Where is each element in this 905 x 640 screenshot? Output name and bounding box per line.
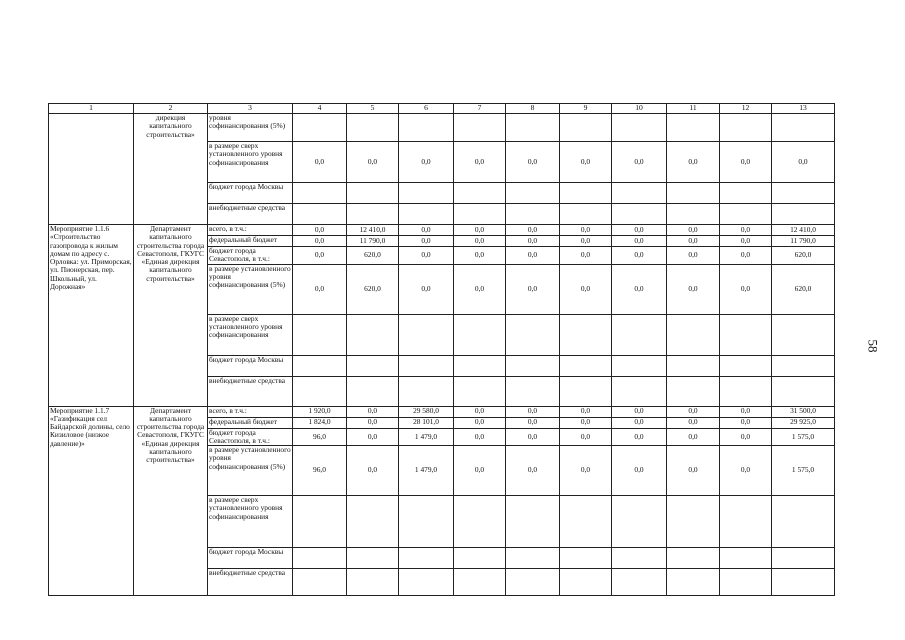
value-cell: 0,0 xyxy=(399,236,454,247)
funding-source-label: всего, в т.ч.: xyxy=(208,406,293,417)
value-cell xyxy=(506,183,560,204)
funding-source-label: бюджет города Севастополя, в т.ч.: xyxy=(208,428,293,446)
value-cell: 29 580,0 xyxy=(399,406,454,417)
value-cell: 0,0 xyxy=(720,142,772,183)
value-cell: 1 575,0 xyxy=(772,428,835,446)
value-cell xyxy=(560,548,612,569)
funding-source-label: в размере установленного уровня софинансирования (5%) xyxy=(208,446,293,496)
value-cell xyxy=(667,114,720,142)
value-cell xyxy=(720,376,772,406)
column-header: 11 xyxy=(667,104,720,114)
value-cell: 0,0 xyxy=(720,417,772,428)
value-cell: 0,0 xyxy=(454,417,506,428)
value-cell xyxy=(506,496,560,548)
value-cell: 0,0 xyxy=(560,142,612,183)
value-cell xyxy=(399,314,454,355)
funding-source-label: федеральный бюджет xyxy=(208,417,293,428)
value-cell: 0,0 xyxy=(506,417,560,428)
value-cell xyxy=(720,183,772,204)
value-cell: 620,0 xyxy=(347,264,399,314)
value-cell: 0,0 xyxy=(347,406,399,417)
value-cell: 0,0 xyxy=(347,417,399,428)
value-cell xyxy=(720,496,772,548)
column-header: 12 xyxy=(720,104,772,114)
value-cell xyxy=(560,183,612,204)
value-cell xyxy=(293,548,347,569)
value-cell xyxy=(347,548,399,569)
value-cell: 0,0 xyxy=(612,247,667,265)
value-cell: 0,0 xyxy=(720,264,772,314)
value-cell: 0,0 xyxy=(560,406,612,417)
page-number: 58 xyxy=(865,339,881,353)
value-cell xyxy=(347,114,399,142)
value-cell xyxy=(612,355,667,376)
value-cell xyxy=(772,114,835,142)
value-cell xyxy=(347,376,399,406)
funding-source-label: в размере сверх установленного уровня софинансирования xyxy=(208,496,293,548)
value-cell: 31 500,0 xyxy=(772,406,835,417)
value-cell xyxy=(667,496,720,548)
value-cell: 0,0 xyxy=(720,236,772,247)
value-cell xyxy=(506,204,560,225)
value-cell xyxy=(506,355,560,376)
value-cell xyxy=(667,183,720,204)
value-cell xyxy=(454,204,506,225)
value-cell xyxy=(612,204,667,225)
value-cell: 0,0 xyxy=(347,428,399,446)
funding-source-label: бюджет города Москвы xyxy=(208,548,293,569)
funding-source-label: федеральный бюджет xyxy=(208,236,293,247)
column-header: 5 xyxy=(347,104,399,114)
value-cell: 0,0 xyxy=(560,428,612,446)
value-cell: 0,0 xyxy=(667,142,720,183)
value-cell xyxy=(454,114,506,142)
value-cell: 1 479,0 xyxy=(399,428,454,446)
value-cell xyxy=(454,569,506,596)
value-cell xyxy=(399,569,454,596)
value-cell xyxy=(399,376,454,406)
value-cell xyxy=(667,548,720,569)
value-cell xyxy=(293,376,347,406)
value-cell xyxy=(347,569,399,596)
value-cell: 0,0 xyxy=(506,428,560,446)
value-cell xyxy=(667,314,720,355)
value-cell xyxy=(347,183,399,204)
value-cell: 0,0 xyxy=(720,225,772,236)
value-cell: 0,0 xyxy=(560,225,612,236)
value-cell: 11 790,0 xyxy=(347,236,399,247)
value-cell xyxy=(347,204,399,225)
value-cell xyxy=(720,569,772,596)
value-cell: 0,0 xyxy=(454,142,506,183)
executor-cell: Департамент капитального строительства города Севастополя, ГКУГС «Единая дирекция капитального строительства» xyxy=(134,406,208,596)
value-cell: 0,0 xyxy=(293,236,347,247)
value-cell xyxy=(772,355,835,376)
value-cell: 12 410,0 xyxy=(772,225,835,236)
table-body xyxy=(49,104,835,596)
value-cell: 1 824,0 xyxy=(293,417,347,428)
value-cell xyxy=(293,114,347,142)
value-cell xyxy=(454,548,506,569)
value-cell xyxy=(667,204,720,225)
budget-table xyxy=(48,103,835,596)
value-cell: 620,0 xyxy=(772,247,835,265)
value-cell: 0,0 xyxy=(454,225,506,236)
funding-source-label: бюджет города Севастополя, в т.ч.: xyxy=(208,247,293,265)
value-cell: 0,0 xyxy=(560,247,612,265)
column-header: 6 xyxy=(399,104,454,114)
column-header: 13 xyxy=(772,104,835,114)
value-cell xyxy=(560,204,612,225)
value-cell xyxy=(560,496,612,548)
value-cell xyxy=(612,114,667,142)
value-cell xyxy=(293,496,347,548)
value-cell: 0,0 xyxy=(506,247,560,265)
value-cell: 0,0 xyxy=(720,247,772,265)
value-cell: 0,0 xyxy=(612,406,667,417)
executor-cell: дирекция капитального строительства» xyxy=(134,114,208,225)
table-row xyxy=(49,225,835,236)
value-cell: 0,0 xyxy=(293,264,347,314)
column-header: 1 xyxy=(49,104,134,114)
column-header: 2 xyxy=(134,104,208,114)
value-cell: 0,0 xyxy=(667,417,720,428)
table-row xyxy=(49,406,835,417)
value-cell xyxy=(772,569,835,596)
value-cell xyxy=(347,314,399,355)
value-cell xyxy=(506,376,560,406)
value-cell: 0,0 xyxy=(612,446,667,496)
value-cell xyxy=(612,314,667,355)
value-cell xyxy=(612,376,667,406)
funding-source-label: бюджет города Москвы xyxy=(208,355,293,376)
funding-source-label: всего, в т.ч.: xyxy=(208,225,293,236)
value-cell: 0,0 xyxy=(612,264,667,314)
value-cell: 0,0 xyxy=(612,225,667,236)
value-cell: 0,0 xyxy=(506,264,560,314)
value-cell xyxy=(293,569,347,596)
value-cell xyxy=(454,314,506,355)
value-cell: 0,0 xyxy=(612,417,667,428)
value-cell xyxy=(772,496,835,548)
value-cell: 0,0 xyxy=(667,247,720,265)
value-cell xyxy=(399,183,454,204)
value-cell: 28 101,0 xyxy=(399,417,454,428)
value-cell: 1 575,0 xyxy=(772,446,835,496)
value-cell xyxy=(667,376,720,406)
column-header: 9 xyxy=(560,104,612,114)
value-cell xyxy=(772,376,835,406)
value-cell: 0,0 xyxy=(772,142,835,183)
value-cell: 0,0 xyxy=(720,428,772,446)
value-cell: 0,0 xyxy=(506,225,560,236)
value-cell xyxy=(293,355,347,376)
value-cell xyxy=(667,355,720,376)
value-cell: 0,0 xyxy=(399,225,454,236)
value-cell xyxy=(612,569,667,596)
value-cell xyxy=(506,548,560,569)
value-cell: 0,0 xyxy=(560,264,612,314)
value-cell: 1 479,0 xyxy=(399,446,454,496)
value-cell xyxy=(772,204,835,225)
column-header: 3 xyxy=(208,104,293,114)
value-cell: 0,0 xyxy=(293,225,347,236)
column-header: 4 xyxy=(293,104,347,114)
value-cell: 0,0 xyxy=(506,406,560,417)
value-cell xyxy=(612,548,667,569)
value-cell xyxy=(720,548,772,569)
measure-cell: Мероприятие 1.1.6 «Строительство газопровода к жилым домам по адресу с. Орловка: ул. Приморская, ул. Пионерская, пер. Школьный, ул. Дорожная» xyxy=(49,225,134,407)
value-cell: 0,0 xyxy=(454,247,506,265)
value-cell xyxy=(720,204,772,225)
value-cell xyxy=(399,114,454,142)
value-cell: 0,0 xyxy=(720,446,772,496)
value-cell: 0,0 xyxy=(347,142,399,183)
value-cell: 0,0 xyxy=(399,247,454,265)
value-cell xyxy=(560,314,612,355)
value-cell xyxy=(612,496,667,548)
value-cell: 0,0 xyxy=(506,446,560,496)
value-cell: 0,0 xyxy=(399,264,454,314)
value-cell: 96,0 xyxy=(293,446,347,496)
value-cell: 0,0 xyxy=(560,417,612,428)
value-cell xyxy=(454,183,506,204)
value-cell xyxy=(399,548,454,569)
value-cell xyxy=(560,114,612,142)
value-cell: 0,0 xyxy=(612,236,667,247)
value-cell xyxy=(399,204,454,225)
value-cell: 1 920,0 xyxy=(293,406,347,417)
value-cell xyxy=(399,496,454,548)
column-header: 7 xyxy=(454,104,506,114)
column-header: 10 xyxy=(612,104,667,114)
value-cell xyxy=(560,569,612,596)
value-cell xyxy=(560,355,612,376)
value-cell: 0,0 xyxy=(667,236,720,247)
funding-source-label: в размере сверх установленного уровня софинансирования xyxy=(208,314,293,355)
value-cell xyxy=(720,314,772,355)
value-cell: 620,0 xyxy=(772,264,835,314)
value-cell: 0,0 xyxy=(560,446,612,496)
value-cell: 0,0 xyxy=(399,142,454,183)
value-cell xyxy=(399,355,454,376)
value-cell xyxy=(772,183,835,204)
funding-source-label: в размере установленного уровня софинансирования (5%) xyxy=(208,264,293,314)
value-cell: 0,0 xyxy=(667,225,720,236)
funding-source-label: внебюджетные средства xyxy=(208,376,293,406)
value-cell: 12 410,0 xyxy=(347,225,399,236)
value-cell xyxy=(454,496,506,548)
executor-cell: Департамент капитального строительства города Севастополя, ГКУГС «Единая дирекция капитального строительства» xyxy=(134,225,208,407)
header-row xyxy=(49,104,835,114)
value-cell: 0,0 xyxy=(454,446,506,496)
measure-cell xyxy=(49,114,134,225)
value-cell: 0,0 xyxy=(667,428,720,446)
value-cell xyxy=(720,114,772,142)
value-cell xyxy=(667,569,720,596)
value-cell: 0,0 xyxy=(667,264,720,314)
value-cell xyxy=(454,355,506,376)
value-cell: 0,0 xyxy=(454,264,506,314)
measure-cell: Мероприятие 1.1.7 «Газификация сел Байдарской долины, село Кизиловое (низкое давление)» xyxy=(49,406,134,596)
table-row xyxy=(49,114,835,142)
value-cell: 0,0 xyxy=(454,428,506,446)
value-cell xyxy=(506,114,560,142)
value-cell: 96,0 xyxy=(293,428,347,446)
funding-source-label: внебюджетные средства xyxy=(208,204,293,225)
funding-source-label: в размере сверх установленного уровня софинансирования xyxy=(208,142,293,183)
value-cell: 0,0 xyxy=(560,236,612,247)
value-cell xyxy=(293,183,347,204)
value-cell: 0,0 xyxy=(293,142,347,183)
value-cell: 0,0 xyxy=(506,236,560,247)
value-cell: 0,0 xyxy=(612,142,667,183)
funding-source-label: внебюджетные средства xyxy=(208,569,293,596)
funding-source-label: бюджет города Москвы xyxy=(208,183,293,204)
value-cell xyxy=(506,314,560,355)
value-cell: 0,0 xyxy=(720,406,772,417)
value-cell xyxy=(347,355,399,376)
value-cell: 0,0 xyxy=(612,428,667,446)
value-cell: 29 925,0 xyxy=(772,417,835,428)
value-cell: 0,0 xyxy=(506,142,560,183)
value-cell: 0,0 xyxy=(667,406,720,417)
value-cell: 0,0 xyxy=(454,236,506,247)
value-cell: 0,0 xyxy=(667,446,720,496)
value-cell: 11 790,0 xyxy=(772,236,835,247)
value-cell xyxy=(720,355,772,376)
value-cell: 620,0 xyxy=(347,247,399,265)
value-cell xyxy=(772,548,835,569)
value-cell xyxy=(293,314,347,355)
value-cell: 0,0 xyxy=(454,406,506,417)
value-cell xyxy=(772,314,835,355)
value-cell xyxy=(560,376,612,406)
funding-source-label: уровня софинансирования (5%) xyxy=(208,114,293,142)
column-header: 8 xyxy=(506,104,560,114)
value-cell xyxy=(347,496,399,548)
value-cell xyxy=(612,183,667,204)
value-cell: 0,0 xyxy=(293,247,347,265)
value-cell xyxy=(506,569,560,596)
value-cell xyxy=(454,376,506,406)
value-cell xyxy=(293,204,347,225)
value-cell: 0,0 xyxy=(347,446,399,496)
